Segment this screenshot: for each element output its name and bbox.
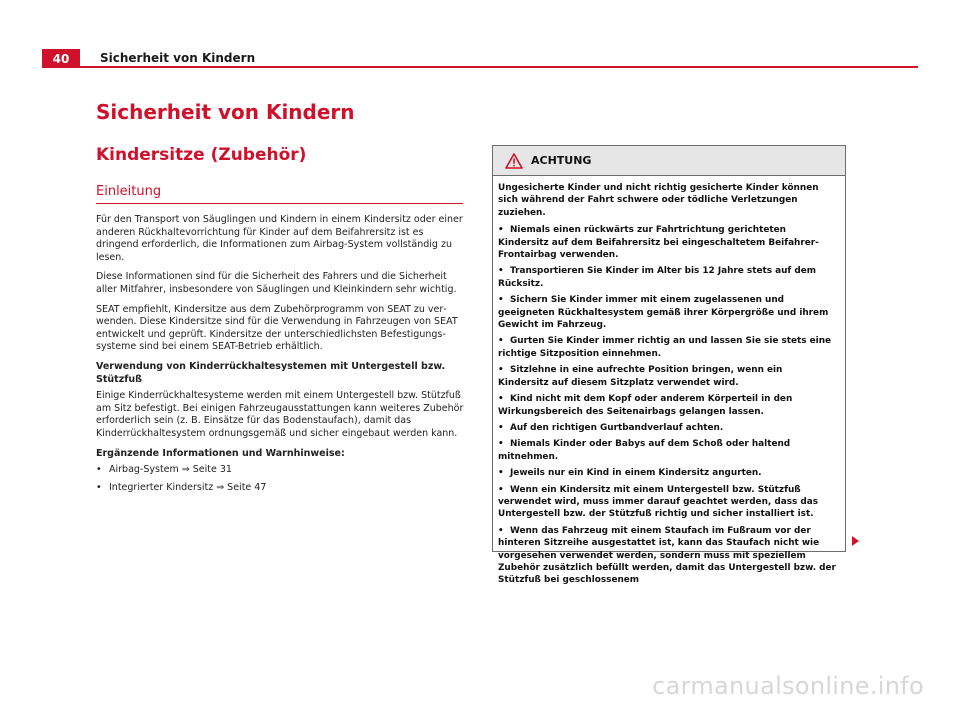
warning-item-text: Sichern Sie Kinder immer mit einem zugelassenen und geeigneten Rückhaltesystem gemäß ihrer Körpergröße und ihrem Gewicht im Fahrzeug. [498,295,829,331]
bullet: • [498,225,504,236]
warning-item [498,364,836,389]
subsection-title: Einleitung [96,184,162,199]
cross-reference-link[interactable]: • Integrierter Kindersitz ⇒ Seite 47 [96,482,464,495]
warning-triangle-icon [505,153,523,169]
warning-item [498,525,836,587]
warning-item [498,484,836,521]
subheading: Ergänzende Informationen und Warnhinweise: [96,447,345,459]
subsection-rule [96,203,463,204]
page-number: 40 [42,49,80,68]
warning-item-text: Kind nicht mit dem Kopf oder anderem Körperteil in den Wirkungsbereich des Seitenairbags gelangen lassen. [498,394,793,417]
paragraph: Diese Informationen sind für die Sicherheit des Fahrers und die Sicherheit aller Mitfahrer, insbesondere von Säuglingen und Kleinkindern sehr wichtig. [96,271,457,295]
warning-item [498,265,836,290]
warning-item-text: Wenn das Fahrzeug mit einem Staufach im Fußraum vor der hinteren Sitzreihe ausgestattet ist, kann das Staufach nicht wie vorgesehen verwendet werden, sondern muss mit speziellem Zubehör zusätzlich befüllt werden, damit das Untergestell bzw. der Stützfuß bei geschlossenem [498,525,836,586]
paragraph: SEAT empfiehlt, Kindersitze aus dem Zubehörprogramm von SEAT zu verwenden. Diese Kindersitze sind für die Verwendung in Fahrzeugen von SEAT entwickelt und geprüft. Kindersitze der unterschiedlichsten Befestigungssysteme sind bei einem SEAT-Betrieb erhältlich. [96,303,458,353]
header-rule [42,66,918,68]
cross-reference-link[interactable]: • Airbag-System ⇒ Seite 31 [96,464,464,477]
warning-item [498,294,836,331]
bullet: • [498,365,504,376]
warning-item-text: Transportieren Sie Kinder im Alter bis 12 Jahre stets auf dem Rücksitz. [498,266,816,289]
warning-title: ACHTUNG [531,154,592,167]
warning-item-text: Niemals Kinder oder Babys auf dem Schoß oder haltend mitnehmen. [498,439,791,462]
warning-item-text: Wenn ein Kindersitz mit einem Untergestell bzw. Stützfuß verwendet wird, muss immer darauf geachtet werden, dass das Untergestell bzw. der Stützfuß richtig und sicher installiert ist. [498,484,818,520]
warning-item [498,335,836,360]
cross-reference-list [96,464,464,494]
bullet: • [498,422,504,433]
warning-item [498,422,836,434]
warning-body [493,176,845,587]
warning-item [498,393,836,418]
warning-item-text: Sitzlehne in eine aufrechte Position bringen, wenn ein Kindersitz auf diesem Sitzplatz verwendet wird. [498,365,783,388]
bullet: • [498,295,504,306]
bullet: • [498,468,504,479]
warning-item [498,438,836,463]
running-header: Sicherheit von Kindern [100,51,256,65]
bullet: • [498,439,504,450]
warning-item-text: Gurten Sie Kinder immer richtig an und lassen Sie sie stets eine richtige Sitzposition einnehmen. [498,336,832,359]
continue-arrow-icon [852,536,859,546]
warning-intro: Ungesicherte Kinder und nicht richtig gesicherte Kinder können sich während der Fahrt schwere oder tödliche Verletzungen zuziehen. [498,183,819,218]
warning-item [498,467,836,479]
bullet: • [498,336,504,347]
section-title: Kindersitze (Zubehör) [96,145,307,165]
body-text-column [96,214,464,499]
paragraph: Für den Transport von Säuglingen und Kindern in einem Kindersitz oder einer anderen Rückhaltevorrichtung für Kinder auf dem Beifahrersitz ist es dringend erforderlich, die Informationen zum Airbag-System vollständig zu lesen. [96,214,463,263]
bullet: • [498,525,504,536]
bullet: • [498,266,504,277]
warning-header [493,146,845,176]
bullet: • [498,394,504,405]
chapter-title: Sicherheit von Kindern [96,100,355,124]
warning-item-text: Auf den richtigen Gurtbandverlauf achten. [510,422,724,433]
watermark: carmanualsonline.info [652,672,924,700]
warning-list [498,224,836,587]
warning-item-text: Jeweils nur ein Kind in einem Kindersitz angurten. [510,468,762,479]
warning-box [492,145,846,586]
subheading: Verwendung von Kinderrückhaltesystemen mit Untergestell bzw. Stützfuß [96,360,446,385]
warning-item-text: Niemals einen rückwärts zur Fahrtrichtung gerichteten Kindersitz auf dem Beifahrersitz bei eingeschaltetem Beifahrer-Frontairbag verwenden. [498,225,819,261]
bullet: • [498,484,504,495]
paragraph: Einige Kinderrückhaltesysteme werden mit einem Untergestell bzw. Stützfuß am Sitz befestigt. Bei einigen Fahrzeugausstattungen kann weiteres Zubehör erforderlich sein (z. B. Einsätze für das Bodenstaufach), damit das Kinderrückhaltesystem ordnungsgemäß und sicher eingebaut werden kann. [96,390,464,439]
warning-item [498,224,836,261]
